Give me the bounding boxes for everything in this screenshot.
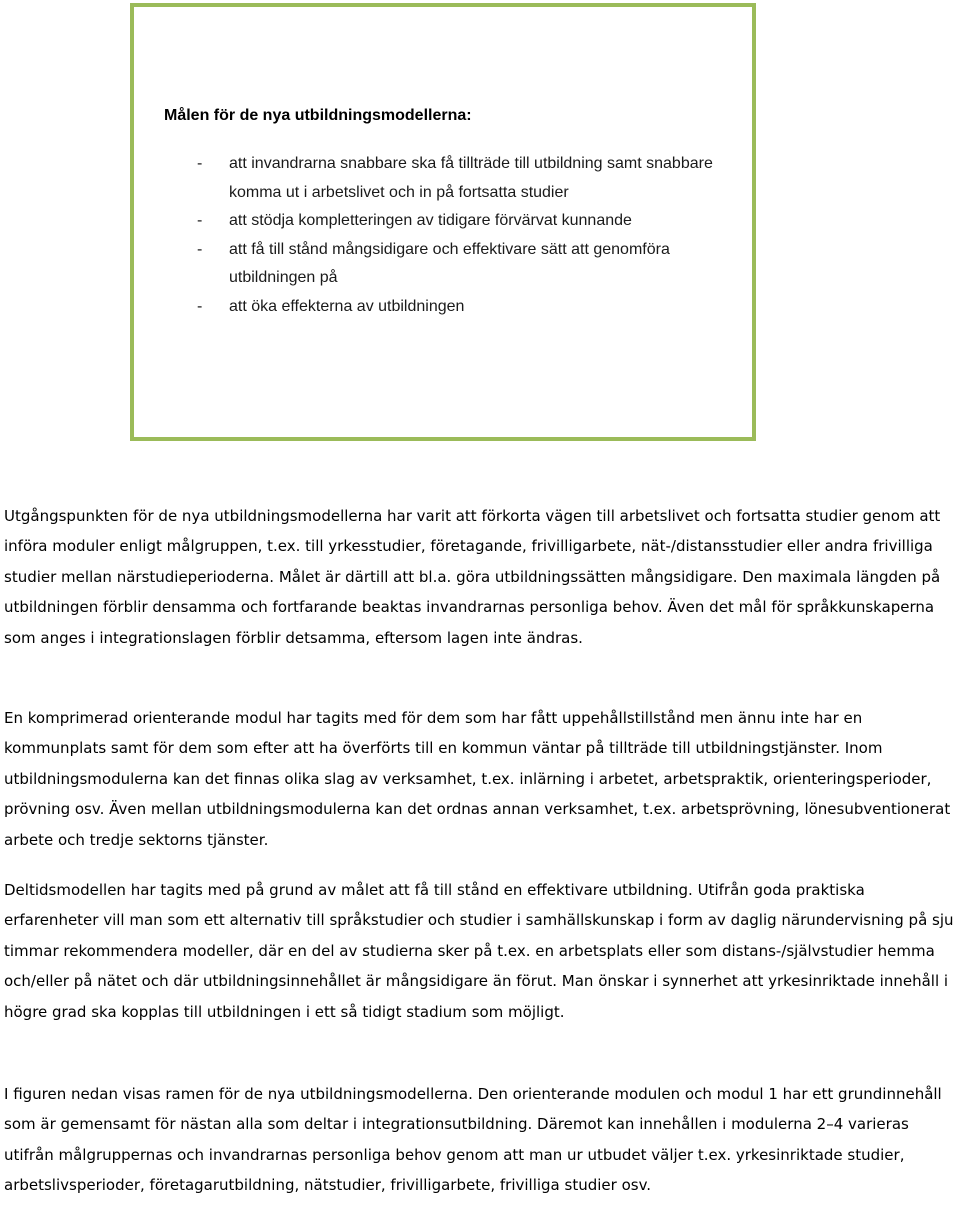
paragraph-orienting-module: En komprimerad orienterande modul har tagits med för dem som har fått uppehållstillstånd men ännu inte har en kommunplats samt för dem som efter att ha överförts till en kommun väntar på tillträde till utbildningstjänster. Inom utbildningsmodulerna kan det finnas olika slag av verksamhet, t.ex. inlärning i arbetet, arbetspraktik, orienteringsperioder, prövning osv. Även mellan utbildningsmodulerna kan det ordnas annan verksamhet, t.ex. arbetsprövning, lönesubventionerat arbete och tredje sektorns tjänster. bbox=[4, 709, 951, 849]
list-dash: - bbox=[197, 297, 203, 315]
goal-item bbox=[164, 293, 724, 322]
paragraph-figure-intro: I figuren nedan visas ramen för de nya utbildningsmodellerna. Den orienterande modulen och modul 1 har ett grundinnehåll som är gemensamt för nästan alla som deltar i integrationsutbildning. Däremot kan innehållen i modulerna 2–4 varieras utifrån målgruppernas och invandrarnas personliga behov genom att man ur utbudet väljer t.ex. yrkesinriktade studier, arbetslivsperioder, företagarutbildning, nätstudier, frivilligarbete, frivilliga studier osv. bbox=[4, 1085, 942, 1195]
goal-item bbox=[164, 236, 724, 293]
goals-title: Målen för de nya utbildningsmodellerna: bbox=[164, 107, 472, 124]
goal-item-text: att öka effekterna av utbildningen bbox=[229, 297, 465, 315]
list-dash: - bbox=[197, 155, 203, 172]
list-dash: - bbox=[197, 212, 203, 229]
paragraph-starting-point: Utgångspunkten för de nya utbildningsmodellerna har varit att förkorta vägen till arbetslivet och fortsatta studier genom att införa moduler enligt målgruppen, t.ex. till yrkesstudier, företagande, frivilligarbete, nät-/distansstudier eller andra frivilliga studier mellan närstudieperioderna. Målet är därtill att bl.a. göra utbildningssätten mångsidigare. Den maximala längden på utbildningen förblir densamma och fortfarande beaktas invandrarnas personliga behov. Även det mål för språkkunskaperna som anges i integrationslagen förblir detsamma, eftersom lagen inte ändras. bbox=[4, 507, 941, 647]
goal-item-text: att få till stånd mångsidigare och effektivare sätt att genomföra utbildningen på bbox=[229, 240, 670, 286]
goal-item bbox=[164, 207, 724, 236]
goals-list bbox=[164, 150, 724, 321]
goal-item bbox=[164, 150, 724, 207]
list-dash: - bbox=[197, 240, 203, 258]
paragraph-part-time-model: Deltidsmodellen har tagits med på grund av målet att få till stånd en effektivare utbildning. Utifrån goda praktiska erfarenheter vill man som ett alternativ till språkstudier och studier i samhällskunskap i form av daglig närundervisning på sju timmar rekommendera modeller, där en del av studierna sker på t.ex. en arbetsplats eller som distans-/självstudier hemma och/eller på nätet och där utbildningsinnehållet är mångsidigare än förut. Man önskar i synnerhet att yrkesinriktade innehåll i högre grad ska kopplas till utbildningen i ett så tidigt stadium som möjligt. bbox=[4, 881, 954, 1021]
goal-item-text: att invandrarna snabbare ska få tillträde till utbildning samt snabbare komma ut i arbetslivet och in på fortsatta studier bbox=[229, 155, 713, 201]
goal-item-text: att stödja kompletteringen av tidigare förvärvat kunnande bbox=[229, 212, 632, 229]
